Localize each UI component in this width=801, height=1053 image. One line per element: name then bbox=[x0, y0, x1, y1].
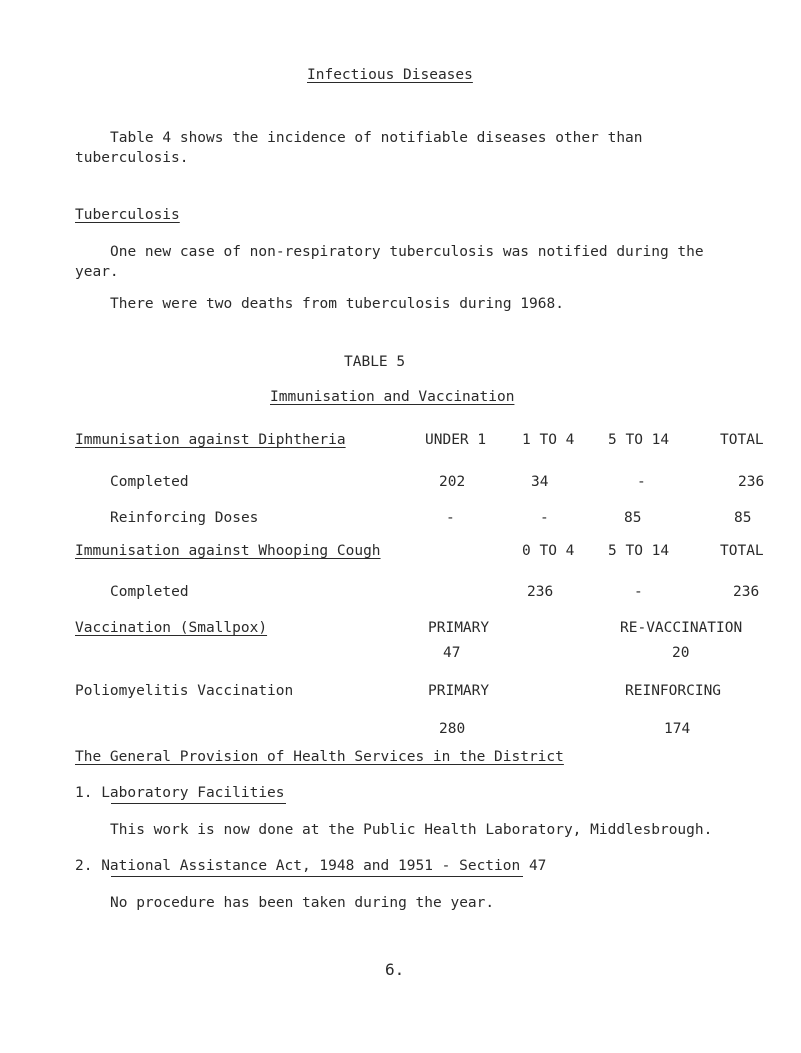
general-provision-heading: The General Provision of Health Services in the District bbox=[75, 749, 564, 765]
cell-value: - bbox=[446, 510, 455, 526]
primary-label: PRIMARY bbox=[428, 683, 490, 699]
intro-line-1: Table 4 shows the incidence of notifiable diseases other than bbox=[110, 130, 643, 146]
col-header-total: TOTAL bbox=[720, 543, 764, 559]
national-assistance-underline bbox=[111, 876, 523, 877]
laboratory-underline bbox=[111, 803, 286, 804]
revaccination-value: 20 bbox=[672, 645, 690, 661]
smallpox-heading: Vaccination (Smallpox) bbox=[75, 620, 268, 636]
col-header-5-to-14: 5 TO 14 bbox=[608, 543, 670, 559]
row-label-completed: Completed bbox=[110, 474, 189, 490]
table-label: TABLE 5 bbox=[344, 354, 406, 370]
laboratory-text: This work is now done at the Public Health Laboratory, Middlesbrough. bbox=[110, 822, 713, 838]
cell-value: 236 bbox=[738, 474, 765, 490]
primary-value: 47 bbox=[443, 645, 461, 661]
reinforcing-value: 174 bbox=[664, 721, 691, 737]
laboratory-heading bbox=[75, 785, 285, 802]
cell-value: 236 bbox=[527, 584, 554, 600]
intro-line-2: tuberculosis. bbox=[75, 150, 189, 166]
cell-value: - bbox=[637, 474, 646, 490]
row-label-completed: Completed bbox=[110, 584, 189, 600]
page-title: Infectious Diseases bbox=[307, 67, 473, 83]
primary-label: PRIMARY bbox=[428, 620, 490, 636]
cell-value: - bbox=[540, 510, 549, 526]
national-assistance-text: No procedure has been taken during the year. bbox=[110, 895, 495, 911]
whooping-cough-heading: Immunisation against Whooping Cough bbox=[75, 543, 381, 559]
polio-heading: Poliomyelitis Vaccination bbox=[75, 683, 294, 699]
cell-value: 85 bbox=[734, 510, 752, 526]
revaccination-label: RE-VACCINATION bbox=[620, 620, 743, 636]
tuberculosis-heading: Tuberculosis bbox=[75, 207, 180, 223]
cell-value: 236 bbox=[733, 584, 760, 600]
reinforcing-label: REINFORCING bbox=[625, 683, 722, 699]
table-caption: Immunisation and Vaccination bbox=[270, 389, 515, 405]
row-label-reinforcing: Reinforcing Doses bbox=[110, 510, 259, 526]
national-assistance-heading bbox=[75, 858, 546, 875]
col-header-1-to-4: 1 TO 4 bbox=[522, 432, 575, 448]
col-header-under-1: UNDER 1 bbox=[425, 432, 487, 448]
cell-value: 34 bbox=[531, 474, 549, 490]
cell-value: 85 bbox=[624, 510, 642, 526]
col-header-total: TOTAL bbox=[720, 432, 764, 448]
primary-value: 280 bbox=[439, 721, 466, 737]
tb-paragraph-1-line-1: One new case of non-respiratory tuberculosis was notified during the bbox=[110, 244, 704, 260]
cell-value: 202 bbox=[439, 474, 466, 490]
diphtheria-heading: Immunisation against Diphtheria bbox=[75, 432, 346, 448]
cell-value: - bbox=[634, 584, 643, 600]
tb-paragraph-1-line-2: year. bbox=[75, 264, 119, 280]
col-header-5-to-14: 5 TO 14 bbox=[608, 432, 670, 448]
page-number: 6. bbox=[385, 960, 405, 979]
laboratory-heading-text: 1. Laboratory Facilities bbox=[75, 785, 285, 801]
national-assistance-heading-text: 2. National Assistance Act, 1948 and 1951 - Section 47 bbox=[75, 858, 547, 874]
col-header-0-to-4: 0 TO 4 bbox=[522, 543, 575, 559]
tb-paragraph-2: There were two deaths from tuberculosis during 1968. bbox=[110, 296, 564, 312]
